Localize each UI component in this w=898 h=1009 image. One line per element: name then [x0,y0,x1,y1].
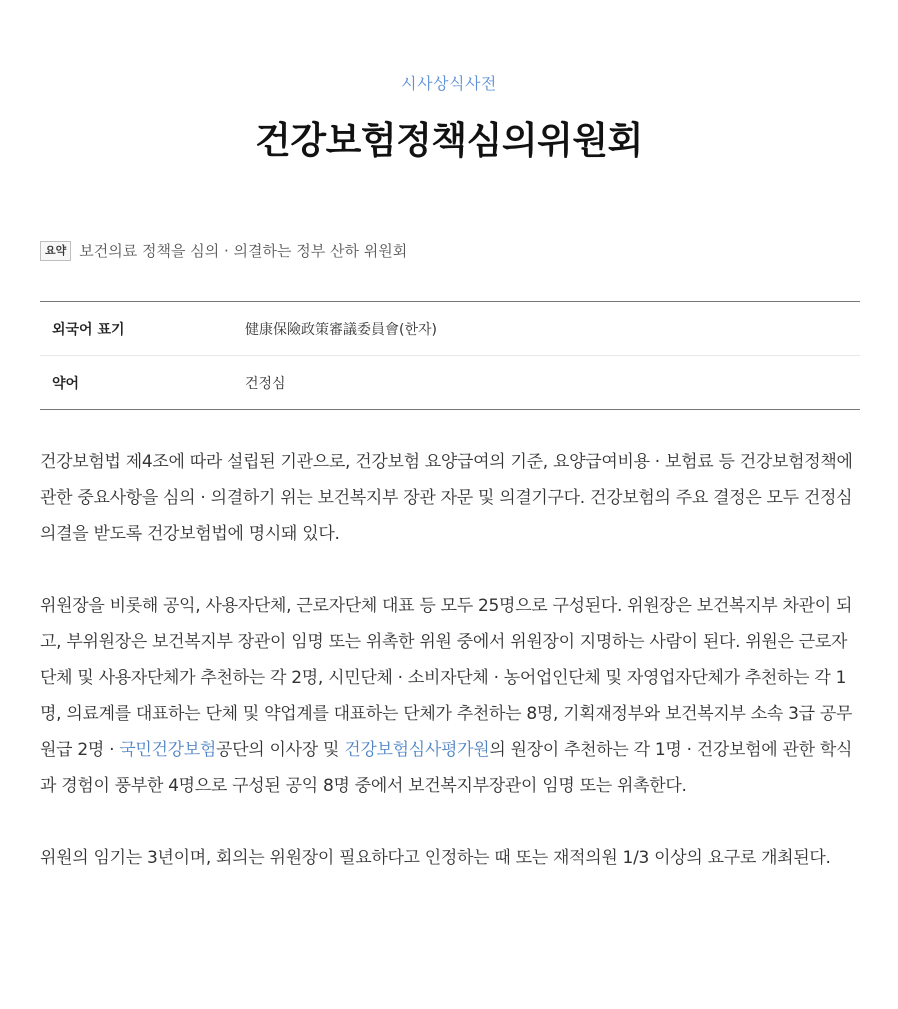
category-label[interactable]: 시사상식사전 [401,74,497,93]
info-row-abbreviation [40,355,860,409]
info-row-foreign-name [40,302,860,355]
info-value: 健康保險政策審議委員會(한자) [245,321,437,338]
paragraph-2-text-before: 위원장을 비롯해 공익, 사용자단체, 근로자단체 대표 등 모두 25명으로 구성된다. 위원장은 보건복지부 차관이 되고, 부위원장은 보건복지부 장관이 임명 또는 위촉한 위원 중에서 위원장이 지명하는 사람이 된다. 위원은 근로자단체 및 사용자단체가 추천하는 각 2명, 시민단체 · 소비자단체 · 농어업인단체 및 자영업자단체가 추천하는 각 1명, 의료계를 대표하는 단체 및 약업계를 대표하는 단체가 추천하는 8명, 기획재정부와 보건복지부 소속 3급 공무원급 2명 · [40,596,853,760]
article-body [40,444,862,912]
info-label: 외국어 표기 [52,321,125,338]
summary-text: 보건의료 정책을 심의 · 의결하는 정부 산하 위원회 [79,242,408,260]
info-table [40,301,860,410]
link-nhis[interactable]: 국민건강보험 [119,740,217,760]
summary [40,240,407,261]
info-label: 약어 [52,375,80,392]
paragraph-1: 건강보험법 제4조에 따라 설립된 기관으로, 건강보험 요양급여의 기준, 요양급여비용 · 보험료 등 건강보험정책에 관한 중요사항을 심의 · 의결하기 위는 보건복지부 장관 자문 및 의결기구다. 건강보험의 주요 결정은 모두 건정심 의결을 받도록 건강보험법에 명시돼 있다. [40,452,853,544]
paragraph-2-text-middle: 공단의 이사장 및 [216,740,345,760]
info-value: 건정심 [245,375,286,392]
paragraph-3: 위원의 임기는 3년이며, 회의는 위원장이 필요하다고 인정하는 때 또는 재적의원 1/3 이상의 요구로 개최된다. [40,848,831,868]
summary-badge: 요약 [40,241,71,261]
paragraph-2 [40,588,862,804]
paragraph-2-text-after: 의 원장이 추천하는 각 1명 · 건강보험에 관한 학식과 경험이 풍부한 4명으로 구성된 공익 8명 중에서 보건복지부장관이 임명 또는 위촉한다. [40,740,853,796]
page-title: 건강보험정책심의위원회 [255,119,643,162]
link-hira[interactable]: 건강보험심사평가원 [344,740,490,760]
